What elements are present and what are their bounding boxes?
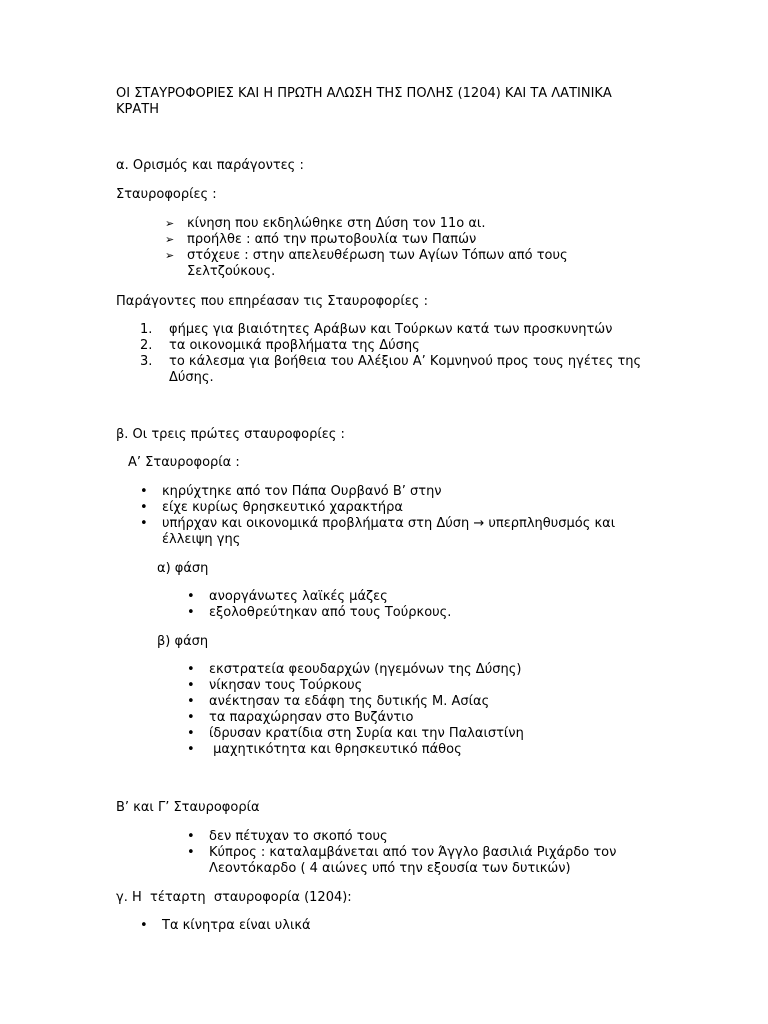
- bullet-icon: •: [187, 589, 195, 604]
- list-item: μαχητικότητα και θρησκευτικό πάθος: [209, 742, 462, 757]
- bullet-icon: •: [187, 662, 195, 677]
- bullet-icon: •: [187, 845, 195, 860]
- phase-b-label: β) φάση: [157, 634, 209, 649]
- arrow-bullet-icon: ➢: [165, 217, 175, 230]
- crusades-label: Σταυροφορίες :: [116, 187, 217, 202]
- bullet-icon: •: [187, 694, 195, 709]
- section-b-heading: β. Οι τρεις πρώτες σταυροφορίες :: [116, 427, 345, 442]
- list-item: φήμες για βιαιότητες Αράβων και Τούρκων κατά των προσκυνητών: [169, 322, 613, 337]
- list-item-continuation: Δύσης.: [169, 370, 214, 385]
- list-item: ανοργάνωτες λαϊκές μάζες: [209, 589, 388, 604]
- list-item: στόχευε : στην απελευθέρωση των Αγίων Τόπων από τους: [187, 248, 568, 263]
- list-item: δεν πέτυχαν το σκοπό τους: [209, 829, 388, 844]
- second-third-crusade-label: Β’ και Γ’ Σταυροφορία: [116, 800, 260, 815]
- bullet-icon: •: [140, 500, 148, 515]
- arrow-bullet-icon: ➢: [165, 233, 175, 246]
- list-item: Κύπρος : καταλαμβάνεται από τον Άγγλο βασιλιά Ριχάρδο τον: [209, 845, 617, 860]
- list-number: 2.: [140, 338, 153, 353]
- list-item: ίδρυσαν κρατίδια στη Συρία και την Παλαιστίνη: [209, 726, 524, 741]
- bullet-icon: •: [187, 710, 195, 725]
- first-crusade-label: Α’ Σταυροφορία :: [128, 455, 240, 470]
- bullet-icon: •: [140, 484, 148, 499]
- bullet-icon: •: [187, 605, 195, 620]
- list-item: το κάλεσμα για βοήθεια του Αλέξιου Α’ Κομνηνού προς τους ηγέτες της: [169, 354, 642, 369]
- phase-a-label: α) φάση: [157, 561, 209, 576]
- arrow-bullet-icon: ➢: [165, 249, 175, 262]
- list-item: προήλθε : από την πρωτοβουλία των Παπών: [187, 232, 477, 247]
- list-item: ανέκτησαν τα εδάφη της δυτικής Μ. Ασίας: [209, 694, 490, 709]
- list-item-continuation: Λεοντόκαρδο ( 4 αιώνες υπό την εξουσία των δυτικών): [209, 861, 571, 876]
- list-item-continuation: έλλειψη γης: [162, 532, 241, 547]
- list-item: κίνηση που εκδηλώθηκε στη Δύση τον 11ο αι.: [187, 216, 486, 231]
- list-item: κηρύχτηκε από τον Πάπα Ουρβανό Β’ στην: [162, 484, 442, 499]
- document-title-line-2: ΚΡΑΤΗ: [116, 102, 159, 117]
- bullet-icon: •: [187, 829, 195, 844]
- section-c-heading: γ. Η τέταρτη σταυροφορία (1204):: [116, 890, 352, 905]
- list-item: εκστρατεία φεουδαρχών (ηγεμόνων της Δύσης): [209, 662, 522, 677]
- bullet-icon: •: [187, 742, 195, 757]
- list-item: Τα κίνητρα είναι υλικά: [162, 918, 311, 933]
- bullet-icon: •: [187, 726, 195, 741]
- list-number: 3.: [140, 354, 153, 369]
- list-item-continuation: Σελτζούκους.: [187, 264, 276, 279]
- list-item: εξολοθρεύτηκαν από τους Τούρκους.: [209, 605, 452, 620]
- document-title-line-1: ΟΙ ΣΤΑΥΡΟΦΟΡΙΕΣ ΚΑΙ Η ΠΡΩΤΗ ΑΛΩΣΗ ΤΗΣ ΠΟΛΗΣ (1204) ΚΑΙ ΤΑ ΛΑΤΙΝΙΚΑ: [116, 86, 612, 101]
- list-item: τα παραχώρησαν στο Βυζάντιο: [209, 710, 414, 725]
- bullet-icon: •: [187, 678, 195, 693]
- list-item: είχε κυρίως θρησκευτικό χαρακτήρα: [162, 500, 403, 515]
- factors-label: Παράγοντες που επηρέασαν τις Σταυροφορίες :: [116, 294, 428, 309]
- bullet-icon: •: [140, 918, 148, 933]
- list-item: τα οικονομικά προβλήματα της Δύσης: [169, 338, 420, 353]
- list-item: υπήρχαν και οικονομικά προβλήματα στη Δύση → υπερπληθυσμός και: [162, 516, 616, 531]
- section-a-heading: α. Ορισμός και παράγοντες :: [116, 158, 304, 173]
- bullet-icon: •: [140, 516, 148, 531]
- list-item: νίκησαν τους Τούρκους: [209, 678, 363, 693]
- list-number: 1.: [140, 322, 153, 337]
